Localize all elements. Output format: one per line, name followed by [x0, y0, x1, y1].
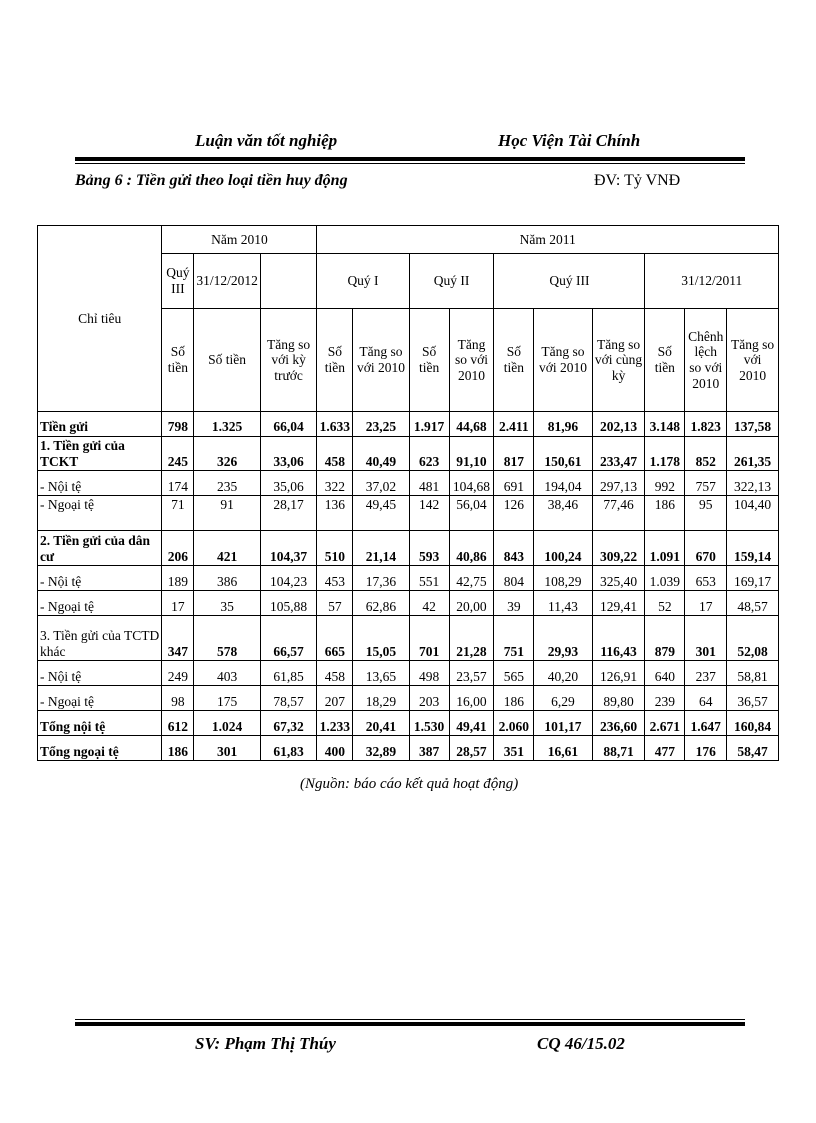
- cell: 44,68: [449, 412, 494, 437]
- cell: 56,04: [449, 496, 494, 531]
- cell: 612: [162, 711, 194, 736]
- cell: 1.039: [645, 566, 685, 591]
- header-institution: Học Viện Tài Chính: [498, 131, 641, 150]
- cell: 400: [317, 736, 353, 761]
- row-label: Tiền gửi: [38, 412, 162, 437]
- cell: 35: [194, 591, 261, 616]
- cell: 17: [162, 591, 194, 616]
- cell: 77,46: [592, 496, 645, 531]
- cell: 510: [317, 531, 353, 566]
- cell: 1.823: [685, 412, 727, 437]
- cell: 91: [194, 496, 261, 531]
- table-row: [38, 591, 779, 616]
- cell: 126: [494, 496, 534, 531]
- cell: 100,24: [534, 531, 592, 566]
- cell: 1.917: [409, 412, 449, 437]
- cell: 322,13: [727, 471, 779, 496]
- cell: 665: [317, 616, 353, 661]
- cell: 481: [409, 471, 449, 496]
- cell: 21,28: [449, 616, 494, 661]
- cell: 623: [409, 437, 449, 471]
- sub-header-so-tien: Số tiền: [409, 309, 449, 412]
- cell: 89,80: [592, 686, 645, 711]
- cell: 105,88: [260, 591, 317, 616]
- col-header-2010-blank: [260, 254, 317, 309]
- sub-header-tang-cung-ky: Tăng so với cùng kỳ: [592, 309, 645, 412]
- cell: 160,84: [727, 711, 779, 736]
- cell: 2.671: [645, 711, 685, 736]
- row-label: 2. Tiền gửi của dân cư: [38, 531, 162, 566]
- cell: 1.647: [685, 711, 727, 736]
- cell: 64: [685, 686, 727, 711]
- cell: 37,02: [353, 471, 409, 496]
- cell: 347: [162, 616, 194, 661]
- cell: 104,40: [727, 496, 779, 531]
- cell: 249: [162, 661, 194, 686]
- cell: 16,61: [534, 736, 592, 761]
- sub-header-so-tien: Số tiền: [162, 309, 194, 412]
- cell: 23,57: [449, 661, 494, 686]
- cell: 42: [409, 591, 449, 616]
- deposit-table: [37, 225, 779, 761]
- cell: 61,85: [260, 661, 317, 686]
- cell: 1.633: [317, 412, 353, 437]
- cell: 701: [409, 616, 449, 661]
- cell: 309,22: [592, 531, 645, 566]
- cell: 640: [645, 661, 685, 686]
- cell: 186: [162, 736, 194, 761]
- cell: 17: [685, 591, 727, 616]
- cell: 49,41: [449, 711, 494, 736]
- cell: 3.148: [645, 412, 685, 437]
- cell: 477: [645, 736, 685, 761]
- cell: 233,47: [592, 437, 645, 471]
- cell: 108,29: [534, 566, 592, 591]
- cell: 6,29: [534, 686, 592, 711]
- cell: 1.233: [317, 711, 353, 736]
- table-row: [38, 412, 779, 437]
- cell: 40,49: [353, 437, 409, 471]
- cell: 159,14: [727, 531, 779, 566]
- cell: 169,17: [727, 566, 779, 591]
- cell: 458: [317, 437, 353, 471]
- row-label: - Ngoại tệ: [38, 591, 162, 616]
- col-header-year-2010: Năm 2010: [162, 226, 317, 254]
- cell: 565: [494, 661, 534, 686]
- cell: 20,00: [449, 591, 494, 616]
- footer-rule-thick: [75, 1022, 745, 1026]
- col-header-year-2011: Năm 2011: [317, 226, 779, 254]
- cell: 28,57: [449, 736, 494, 761]
- row-label: - Ngoại tệ: [38, 686, 162, 711]
- cell: 691: [494, 471, 534, 496]
- cell: 142: [409, 496, 449, 531]
- cell: 551: [409, 566, 449, 591]
- col-header-quy-1: Quý I: [317, 254, 409, 309]
- cell: 42,75: [449, 566, 494, 591]
- cell: 301: [685, 616, 727, 661]
- cell: 17,36: [353, 566, 409, 591]
- cell: 798: [162, 412, 194, 437]
- table-row: [38, 531, 779, 566]
- cell: 189: [162, 566, 194, 591]
- cell: 2.411: [494, 412, 534, 437]
- cell: 1.024: [194, 711, 261, 736]
- cell: 104,37: [260, 531, 317, 566]
- cell: 403: [194, 661, 261, 686]
- cell: 95: [685, 496, 727, 531]
- cell: 194,04: [534, 471, 592, 496]
- cell: 58,81: [727, 661, 779, 686]
- table-row: [38, 736, 779, 761]
- col-header-2010-q3: Quý III: [162, 254, 194, 309]
- col-header-2010-date: 31/12/2012: [194, 254, 261, 309]
- table-row: [38, 437, 779, 471]
- cell: 36,57: [727, 686, 779, 711]
- cell: 325,40: [592, 566, 645, 591]
- cell: 757: [685, 471, 727, 496]
- cell: 39: [494, 591, 534, 616]
- cell: 58,47: [727, 736, 779, 761]
- table-row: [38, 496, 779, 531]
- cell: 40,20: [534, 661, 592, 686]
- cell: 351: [494, 736, 534, 761]
- table-row: [38, 566, 779, 591]
- row-label: - Ngoại tệ: [38, 496, 162, 531]
- cell: 66,04: [260, 412, 317, 437]
- table-title: Bảng 6 : Tiền gửi theo loại tiền huy động: [75, 172, 348, 189]
- table-row: [38, 711, 779, 736]
- table-source-note: (Nguồn: báo cáo kết quả hoạt động): [300, 776, 519, 792]
- cell: 301: [194, 736, 261, 761]
- cell: 206: [162, 531, 194, 566]
- cell: 150,61: [534, 437, 592, 471]
- footer-student-name: SV: Phạm Thị Thúy: [195, 1034, 336, 1053]
- sub-header-so-tien: Số tiền: [194, 309, 261, 412]
- cell: 236,60: [592, 711, 645, 736]
- cell: 71: [162, 496, 194, 531]
- row-label: - Nội tệ: [38, 566, 162, 591]
- cell: 387: [409, 736, 449, 761]
- cell: 116,43: [592, 616, 645, 661]
- cell: 35,06: [260, 471, 317, 496]
- cell: 175: [194, 686, 261, 711]
- table-row: [38, 661, 779, 686]
- cell: 101,17: [534, 711, 592, 736]
- cell: 18,29: [353, 686, 409, 711]
- page-footer: [75, 1034, 745, 1060]
- cell: 804: [494, 566, 534, 591]
- cell: 852: [685, 437, 727, 471]
- cell: 653: [685, 566, 727, 591]
- cell: 186: [494, 686, 534, 711]
- cell: 670: [685, 531, 727, 566]
- cell: 61,83: [260, 736, 317, 761]
- cell: 174: [162, 471, 194, 496]
- cell: 261,35: [727, 437, 779, 471]
- cell: 203: [409, 686, 449, 711]
- cell: 202,13: [592, 412, 645, 437]
- cell: 29,93: [534, 616, 592, 661]
- row-label: Tổng nội tệ: [38, 711, 162, 736]
- cell: 1.530: [409, 711, 449, 736]
- row-label: 1. Tiền gửi của TCKT: [38, 437, 162, 471]
- cell: 992: [645, 471, 685, 496]
- cell: 176: [685, 736, 727, 761]
- sub-header-so-tien: Số tiền: [494, 309, 534, 412]
- cell: 239: [645, 686, 685, 711]
- sub-header-tang-ky-truoc: Tăng so với kỳ trước: [260, 309, 317, 412]
- cell: 52,08: [727, 616, 779, 661]
- cell: 297,13: [592, 471, 645, 496]
- cell: 593: [409, 531, 449, 566]
- cell: 2.060: [494, 711, 534, 736]
- row-label: Tổng ngoại tệ: [38, 736, 162, 761]
- row-label: - Nội tệ: [38, 661, 162, 686]
- cell: 40,86: [449, 531, 494, 566]
- cell: 48,57: [727, 591, 779, 616]
- cell: 458: [317, 661, 353, 686]
- sub-header-tang-2010: Tăng so với 2010: [353, 309, 409, 412]
- cell: 129,41: [592, 591, 645, 616]
- cell: 322: [317, 471, 353, 496]
- cell: 38,46: [534, 496, 592, 531]
- cell: 98: [162, 686, 194, 711]
- sub-header-so-tien: Số tiền: [645, 309, 685, 412]
- sub-header-tang-2010: Tăng so với 2010: [449, 309, 494, 412]
- cell: 11,43: [534, 591, 592, 616]
- cell: 137,58: [727, 412, 779, 437]
- col-header-quy-3: Quý III: [494, 254, 645, 309]
- cell: 578: [194, 616, 261, 661]
- cell: 66,57: [260, 616, 317, 661]
- cell: 879: [645, 616, 685, 661]
- cell: 136: [317, 496, 353, 531]
- cell: 52: [645, 591, 685, 616]
- cell: 88,71: [592, 736, 645, 761]
- cell: 207: [317, 686, 353, 711]
- cell: 16,00: [449, 686, 494, 711]
- table-row: [38, 471, 779, 496]
- cell: 49,45: [353, 496, 409, 531]
- cell: 62,86: [353, 591, 409, 616]
- cell: 15,05: [353, 616, 409, 661]
- cell: 57: [317, 591, 353, 616]
- cell: 104,68: [449, 471, 494, 496]
- cell: 28,17: [260, 496, 317, 531]
- cell: 32,89: [353, 736, 409, 761]
- footer-class-code: CQ 46/15.02: [537, 1034, 625, 1053]
- cell: 421: [194, 531, 261, 566]
- sub-header-so-tien: Số tiền: [317, 309, 353, 412]
- row-label: 3. Tiền gửi của TCTD khác: [38, 616, 162, 661]
- cell: 1.091: [645, 531, 685, 566]
- cell: 498: [409, 661, 449, 686]
- cell: 104,23: [260, 566, 317, 591]
- cell: 235: [194, 471, 261, 496]
- cell: 186: [645, 496, 685, 531]
- cell: 843: [494, 531, 534, 566]
- cell: 1.178: [645, 437, 685, 471]
- cell: 751: [494, 616, 534, 661]
- unit-label: ĐV: Tỷ VNĐ: [594, 172, 681, 189]
- cell: 245: [162, 437, 194, 471]
- cell: 33,06: [260, 437, 317, 471]
- cell: 67,32: [260, 711, 317, 736]
- cell: 386: [194, 566, 261, 591]
- cell: 126,91: [592, 661, 645, 686]
- footer-rule-thin: [75, 1019, 745, 1020]
- cell: 91,10: [449, 437, 494, 471]
- page-header: [75, 131, 745, 157]
- table-row: [38, 686, 779, 711]
- cell: 81,96: [534, 412, 592, 437]
- col-header-chi-tieu: Chỉ tiêu: [38, 226, 162, 412]
- cell: 326: [194, 437, 261, 471]
- sub-header-chenh-lech: Chênh lệch so với 2010: [685, 309, 727, 412]
- cell: 1.325: [194, 412, 261, 437]
- cell: 21,14: [353, 531, 409, 566]
- table-row: [38, 616, 779, 661]
- cell: 13,65: [353, 661, 409, 686]
- sub-header-tang-2010: Tăng so với 2010: [534, 309, 592, 412]
- header-rule-thin: [75, 163, 745, 164]
- header-rule-thick: [75, 157, 745, 161]
- row-label: - Nội tệ: [38, 471, 162, 496]
- cell: 237: [685, 661, 727, 686]
- cell: 817: [494, 437, 534, 471]
- col-header-quy-2: Quý II: [409, 254, 494, 309]
- col-header-date-2011: 31/12/2011: [645, 254, 779, 309]
- cell: 78,57: [260, 686, 317, 711]
- sub-header-tang-2010: Tăng so với 2010: [727, 309, 779, 412]
- cell: 453: [317, 566, 353, 591]
- header-thesis-label: Luận văn tốt nghiệp: [195, 131, 338, 150]
- cell: 23,25: [353, 412, 409, 437]
- cell: 20,41: [353, 711, 409, 736]
